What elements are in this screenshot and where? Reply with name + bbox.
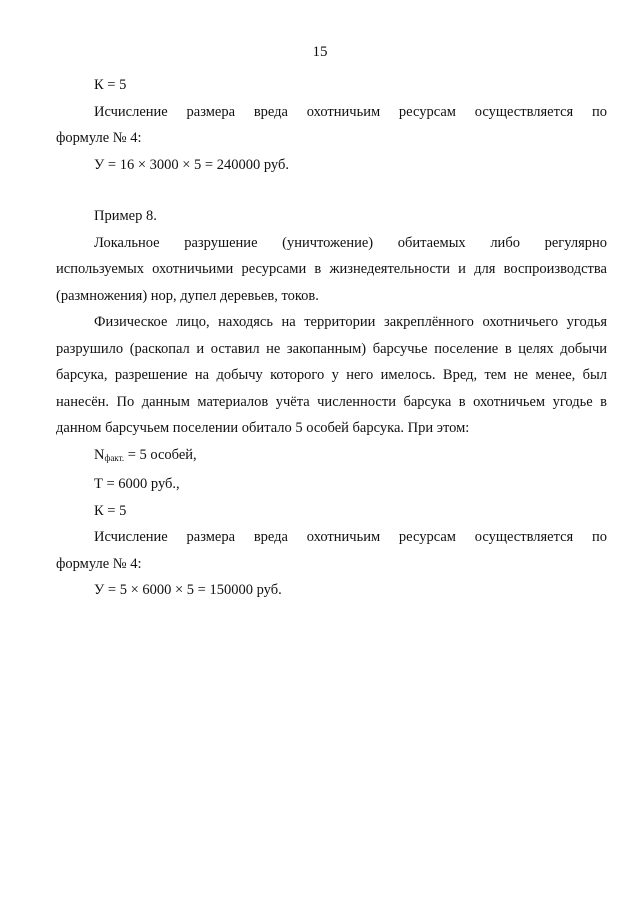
text-line: барсука, разрешение на добычу которого у него имелось. Вред, тем не менее, был	[56, 367, 607, 383]
text-line: Исчисление размера вреда охотничьим ресурсам осуществляется по	[94, 529, 607, 545]
text-line: нанесён. По данным материалов учёта численности барсука в охотничьем угодье в	[56, 393, 607, 410]
text-line: данном барсучьем поселении обитало 5 особей барсука. При этом:	[56, 420, 470, 436]
formula-line	[56, 442, 607, 472]
example-heading: Пример 8.	[94, 208, 157, 224]
paragraph-gap	[56, 178, 607, 203]
variable-n: N	[94, 446, 105, 463]
text-line: используемых охотничьими ресурсами в жизнедеятельности и для воспроизводства	[56, 261, 607, 277]
document-body	[56, 72, 607, 604]
formula-line: К = 5	[94, 502, 127, 519]
formula-line: Т = 6000 руб.,	[94, 476, 180, 492]
subscript-fact: факт.	[104, 452, 125, 463]
page-number: 15	[312, 44, 328, 60]
text-line: разрушило (раскопал и оставил не закопанным) барсучье поселение в целях добычи	[56, 340, 607, 357]
formula-line: У = 5 × 6000 × 5 = 150000 руб.	[94, 582, 282, 598]
text-line: формуле № 4:	[56, 130, 142, 146]
text-line: формуле № 4:	[56, 555, 142, 572]
text-line: Исчисление размера вреда охотничьим ресурсам осуществляется по	[94, 103, 607, 120]
text-line: Локальное разрушение (уничтожение) обитаемых либо регулярно	[94, 234, 607, 251]
formula-line: У = 16 × 3000 × 5 = 240000 руб.	[94, 156, 289, 173]
text-line: Физическое лицо, находясь на территории закреплённого охотничьего угодья	[94, 314, 607, 330]
text-line: (размножения) нор, дупел деревьев, токов.	[56, 287, 319, 304]
text-line: К = 5	[94, 77, 127, 93]
variable-value: = 5 особей,	[124, 446, 197, 463]
